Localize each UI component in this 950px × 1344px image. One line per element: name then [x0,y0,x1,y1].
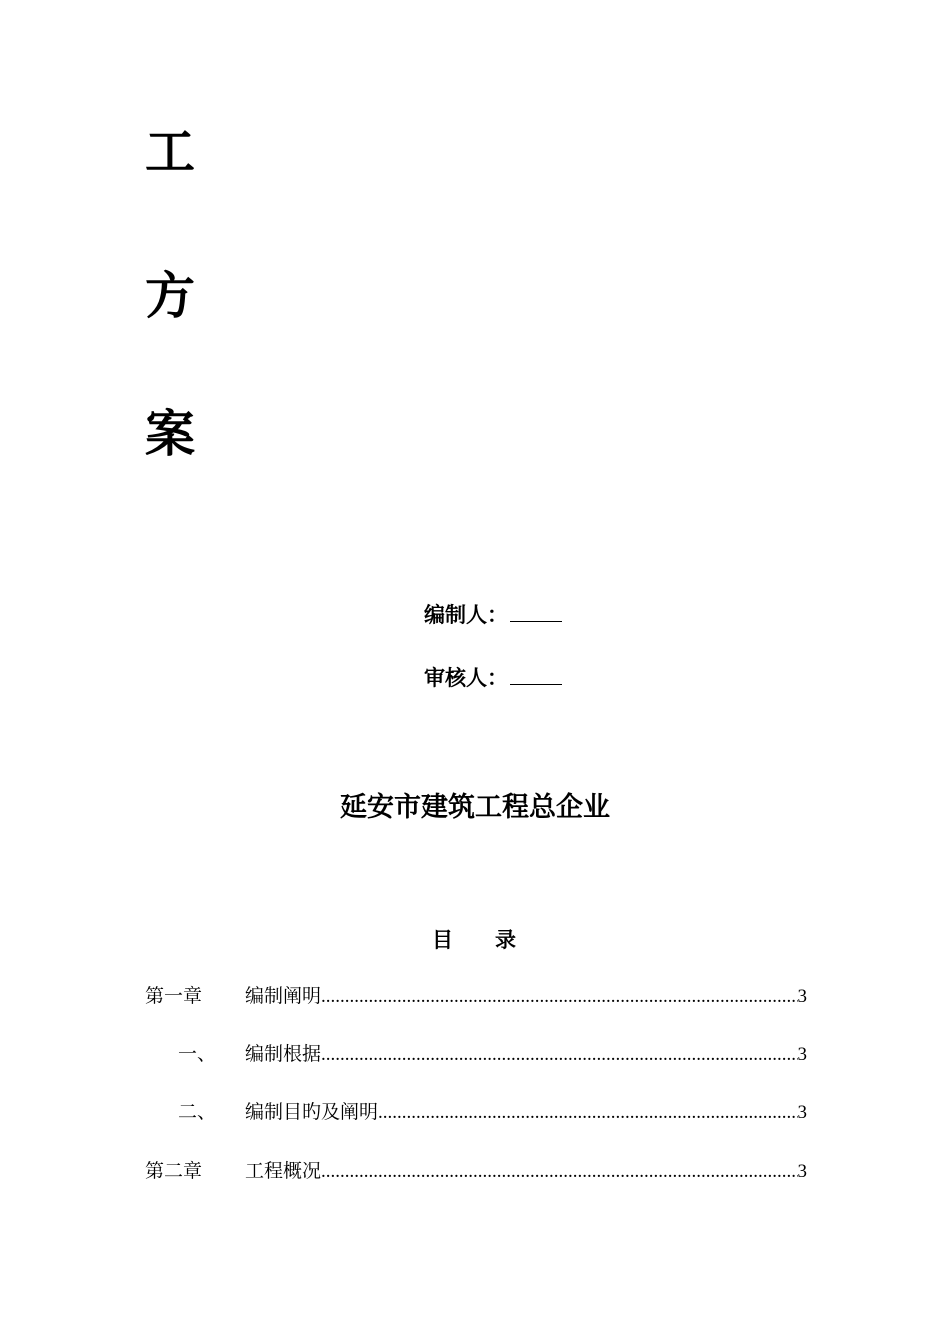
title-char-3: 案 [145,404,195,463]
reviewer-line [424,663,562,693]
toc-title-part2: 录 [495,928,516,952]
company-name: 延安市建筑工程总企业 [340,792,610,823]
toc-title [432,925,516,955]
reviewer-blank [510,664,562,685]
title-char-1: 工 [145,122,195,181]
toc-entry-text: 编制根据 [245,1043,322,1065]
toc-entry-leader [321,1157,797,1187]
toc-entry-page: 3 [797,986,807,1007]
compiler-label: 编制人： [424,603,508,627]
toc-entry-number: 一、 [178,1043,217,1065]
toc-entry-number: 二、 [178,1101,217,1123]
toc-entry-text: 工程概况 [245,1160,322,1182]
toc-entry-page: 3 [797,1102,807,1123]
toc-title-part1: 目 [432,928,453,952]
toc-entry[interactable] [145,1097,807,1127]
reviewer-label: 审核人： [424,666,508,690]
toc-entry-number: 第二章 [145,1160,203,1182]
toc-entry-leader [378,1098,797,1128]
toc-entry-page: 3 [797,1044,807,1065]
title-char-2: 方 [145,266,195,325]
toc-entry-text: 编制阐明 [245,985,322,1007]
toc-entry-leader [321,1040,797,1070]
toc-entry[interactable] [145,1156,807,1186]
toc-entry[interactable] [145,1039,807,1069]
toc-entry[interactable] [145,981,807,1011]
compiler-blank [510,601,562,622]
toc-entry-page: 3 [797,1161,807,1182]
toc-entry-text: 编制目旳及阐明 [245,1101,379,1123]
compiler-line [424,600,562,630]
toc-entry-leader [321,982,797,1012]
toc-entry-number: 第一章 [145,985,203,1007]
